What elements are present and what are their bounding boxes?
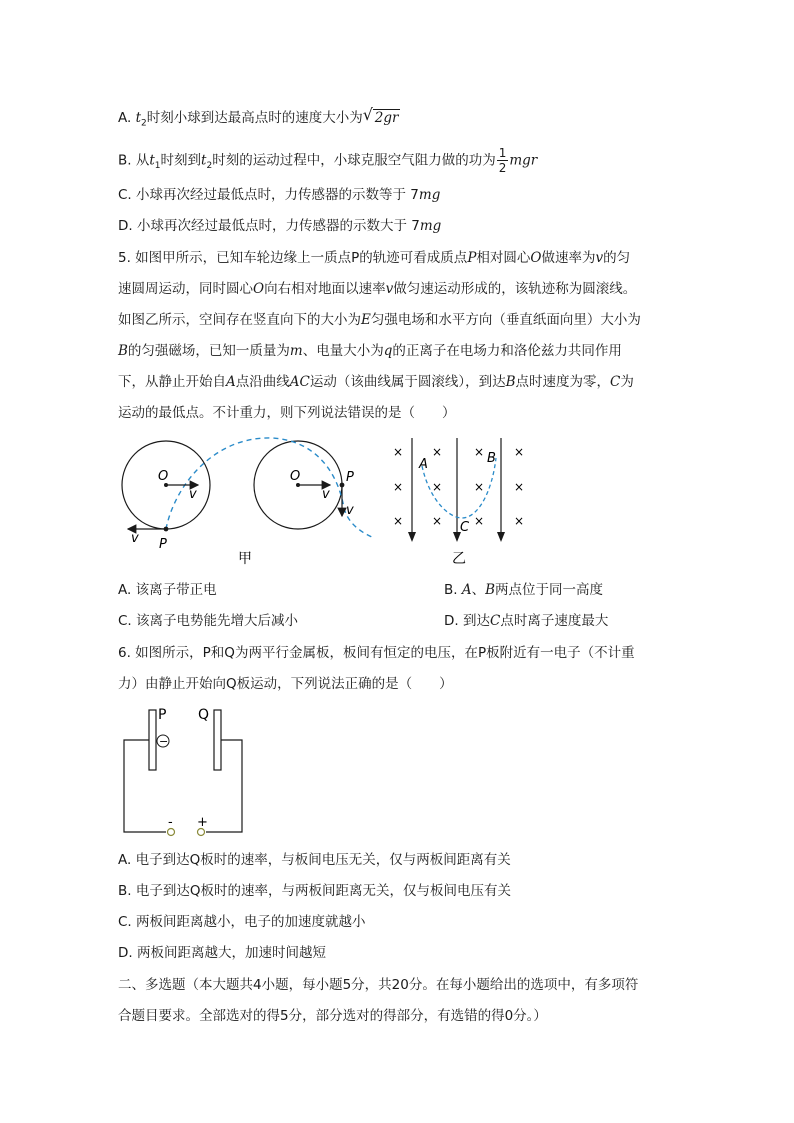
svg-text:×: × [432,514,443,528]
label-C: C [460,520,470,535]
svg-text:×: × [432,480,443,494]
q4-option-d: D. 小球再次经过最低点时，力传感器的示数大于 7mg [118,218,442,234]
q5-line-1: 5. 如图甲所示，已知车轮边缘上一质点P的轨迹可看成质点P相对圆心O做速率为v的匀 [118,250,631,266]
q5-option-c: C. 该离子电势能先增大后减小 [118,613,299,629]
q5-line-4: B的匀强磁场，已知一质量为m、电量大小为q的正离子在电场力和洛伦兹力共同作用 [118,343,622,359]
svg-text:×: × [474,480,485,494]
label-v-1: v [189,487,197,502]
cycloid-curve [166,438,374,538]
svg-text:×: × [393,514,404,528]
label-O-2: O [290,469,301,484]
svg-text:×: × [514,514,525,528]
figure-capacitor-circuit [118,704,248,840]
label-A: A [419,457,428,472]
label-P-2: P [346,470,354,485]
label-v-2: v [131,531,139,546]
q5-option-a: A. 该离子带正电 [118,582,217,598]
svg-text:×: × [514,480,525,494]
figure-jia [112,428,382,568]
caption-jia: 甲 [238,551,252,567]
svg-text:×: × [474,514,485,528]
q4-option-a: A. $t_2$时刻小球到达最高点时的速度大小为 √ 2gr [118,105,399,129]
figure-yi [390,432,540,572]
section2-line-2: 合题目要求。全部选对的得5分，部分选对的得部分，有选错的得0分。） [118,1008,547,1024]
svg-text:-: - [168,815,173,830]
label-P-1: P [159,537,167,552]
svg-text:×: × [514,445,525,459]
svg-text:×: × [474,445,485,459]
svg-text:−: − [159,735,169,748]
label-P-plate: P [158,707,167,723]
section2-line-1: 二、多选题（本大题共4小题，每小题5分，共20分。在每小题给出的选项中，有多项符 [118,977,639,993]
q5-option-d: D. 到达C点时离子速度最大 [444,613,609,629]
svg-text:×: × [432,445,443,459]
label-Q-plate: Q [198,707,210,723]
q5-line-3: 如图乙所示，空间存在竖直向下的大小为E匀强电场和水平方向（垂直纸面向里）大小为 [118,312,641,328]
q6-line-2: 力）由静止开始向Q板运动，下列说法正确的是（ ） [118,676,453,692]
label-v-3: v [322,487,330,502]
q6-option-a: A. 电子到达Q板时的速率，与板间电压无关，仅与两板间距离有关 [118,852,511,868]
label-B: B [487,451,496,466]
q5-option-b: B. A、B两点位于同一高度 [444,582,604,598]
wire-left [124,740,166,832]
label-v-4: v [346,503,354,518]
q4-option-b: B. 从$t_1$时刻到$t_2$时刻的运动过程中，小球克服空气阻力做的功为 $\frac{1}{2}$ mgr [118,146,538,175]
plate-P [149,710,156,770]
caption-yi: 乙 [452,551,466,567]
q5-line-6: 运动的最低点。不计重力，则下列说法错误的是（ ） [118,405,456,421]
q6-line-1: 6. 如图所示，P和Q为两平行金属板，板间有恒定的电压，在P板附近有一电子（不计重 [118,645,635,661]
label-O-1: O [158,469,169,484]
q6-option-b: B. 电子到达Q板时的速率，与两板间距离无关，仅与板间电压有关 [118,883,511,899]
fraction-half: $\frac{1}{2}$ [498,146,507,175]
q5-line-5: 下，从静止开始自A点沿曲线AC运动（该曲线属于圆滚线），到达B点时速度为零，C为 [118,374,634,390]
svg-text:×: × [393,445,404,459]
wire-right [206,740,242,832]
q6-option-d: D. 两板间距离越大，加速时间越短 [118,945,326,961]
svg-text:+: + [197,815,208,830]
sqrt-2gr: √ 2gr [362,105,399,126]
q4-option-c: C. 小球再次经过最低点时，力传感器的示数等于 7mg [118,187,441,203]
svg-text:×: × [393,480,404,494]
q6-option-c: C. 两板间距离越小，电子的加速度就越小 [118,914,366,930]
q5-line-2: 速圆周运动，同时圆心O向右相对地面以速率v做匀速运动形成的，该轨迹称为圆滚线。 [118,281,637,297]
plate-Q [214,710,221,770]
